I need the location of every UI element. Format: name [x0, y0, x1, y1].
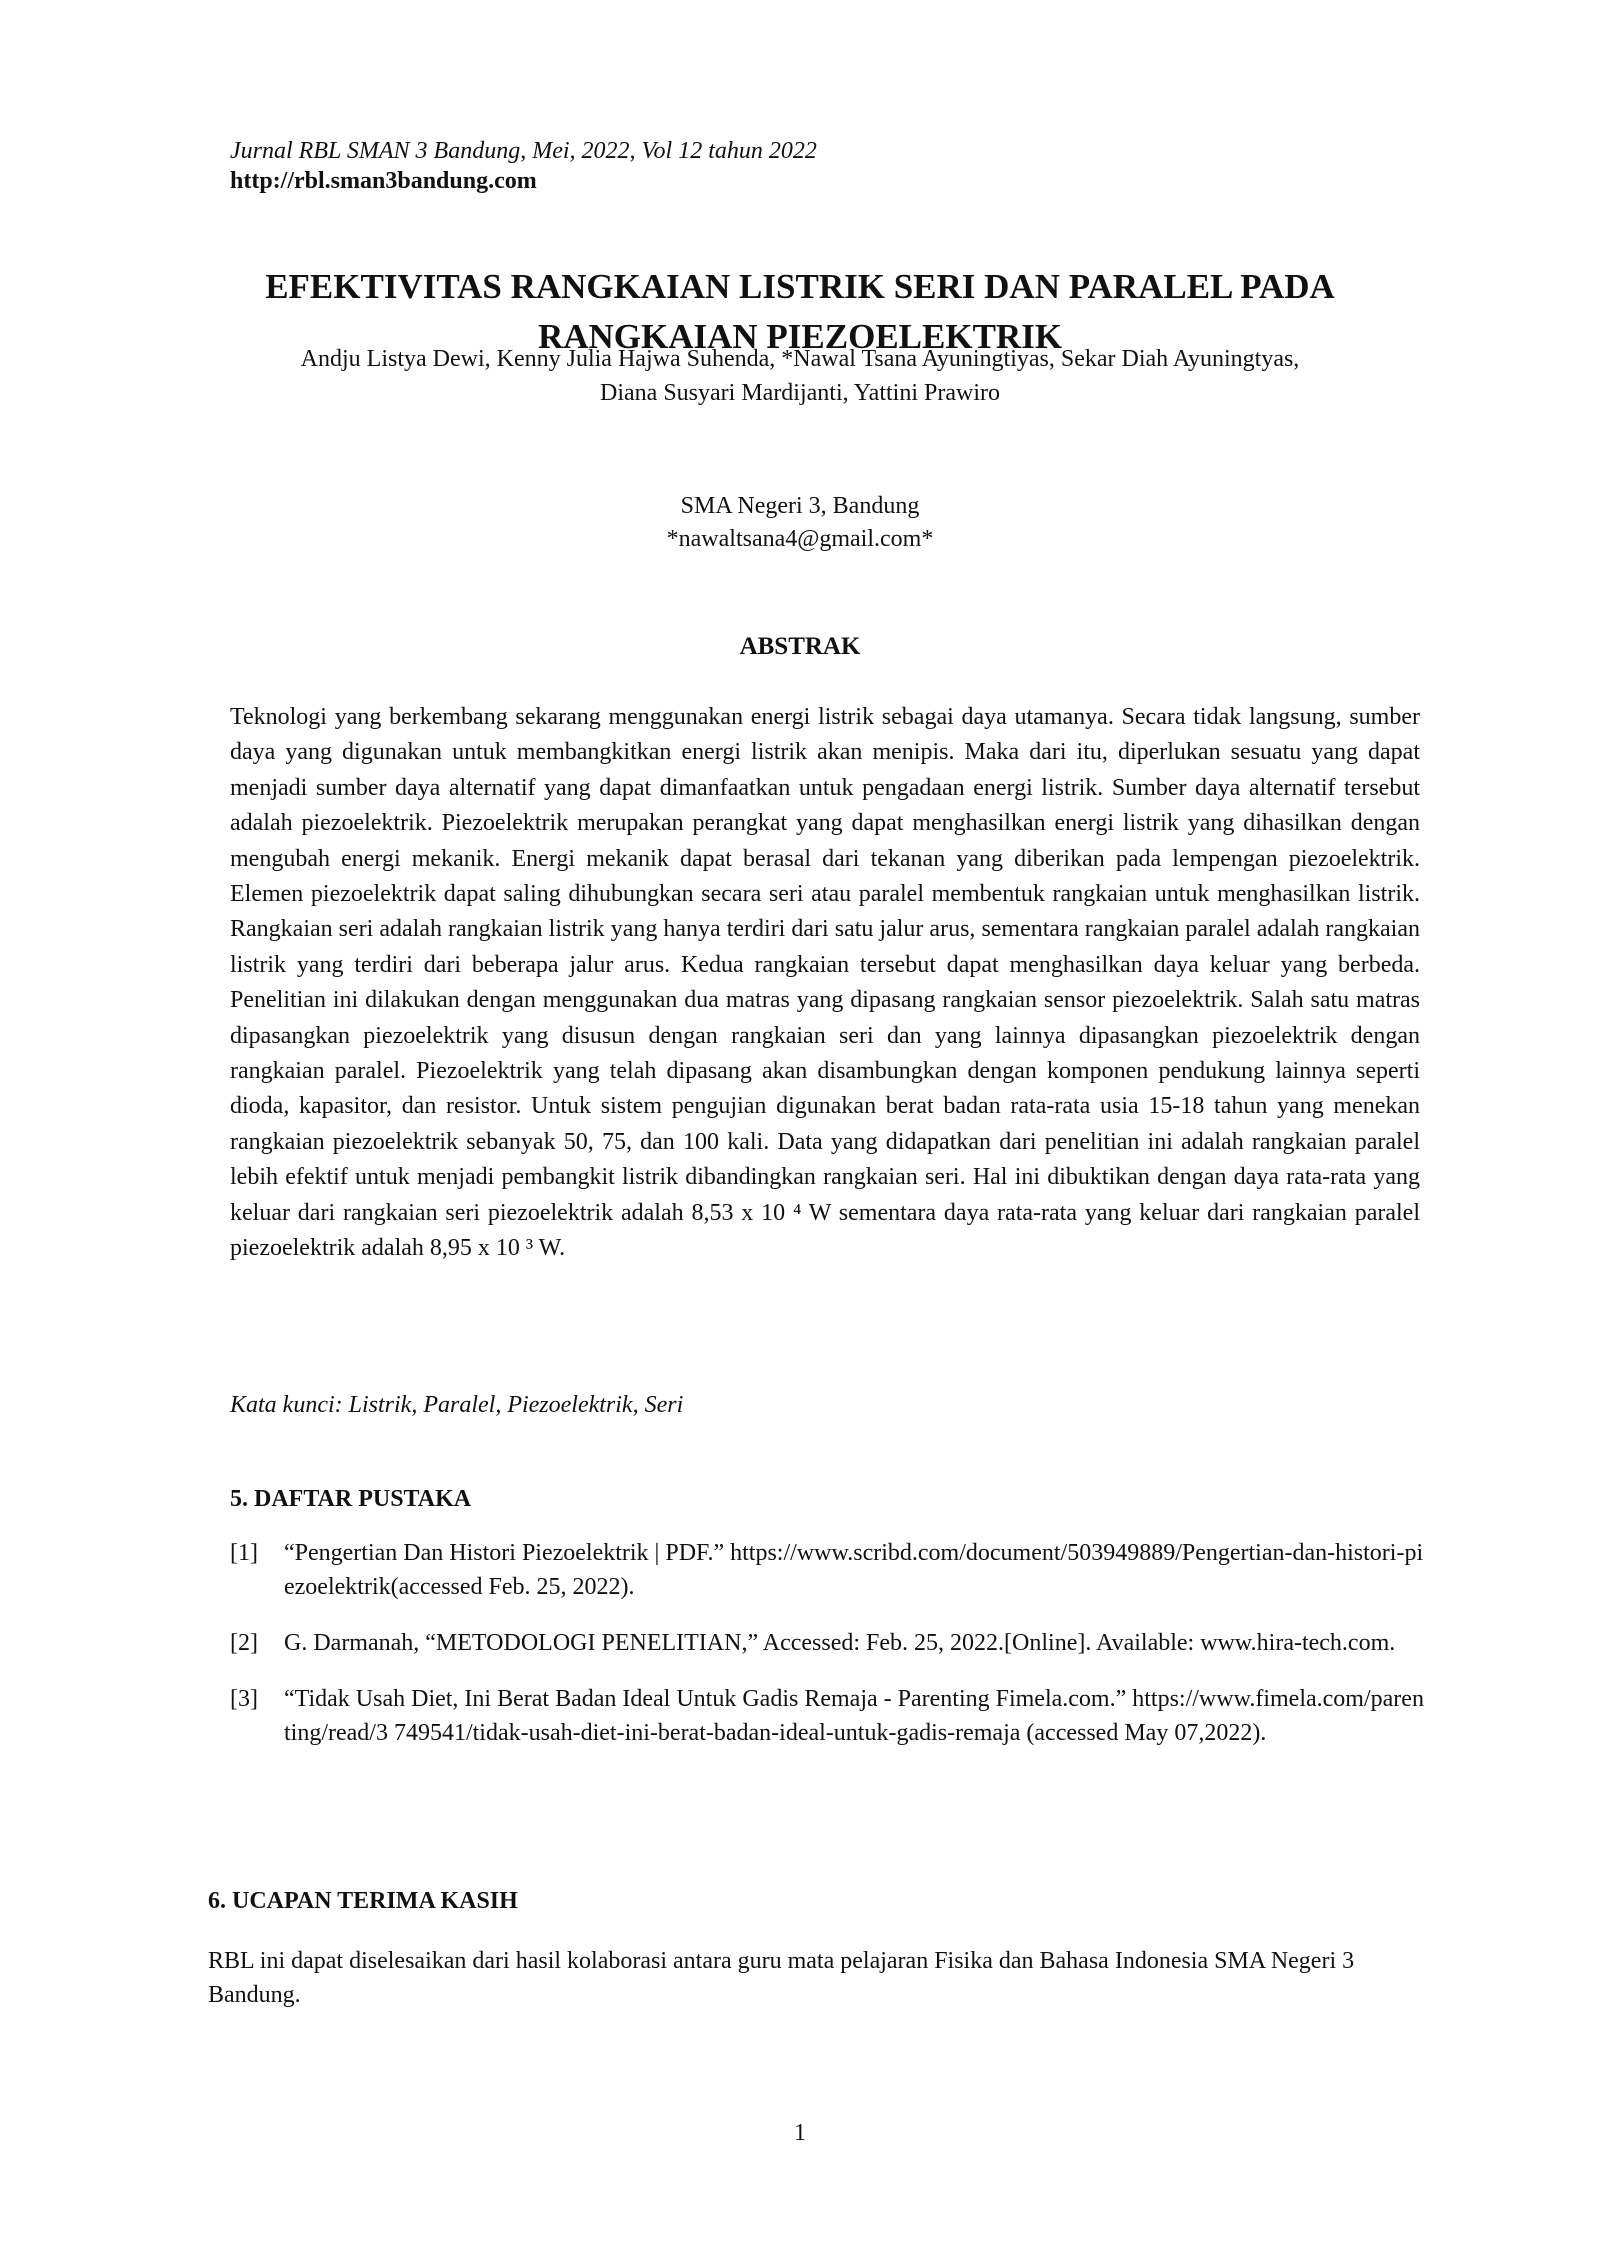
reference-item	[230, 1682, 1430, 1750]
reference-item	[230, 1626, 1430, 1660]
references-list	[230, 1536, 1430, 1772]
title-line-2: RANGKAIAN PIEZOELEKTRIK	[537, 317, 1063, 356]
reference-number: [1]	[230, 1540, 258, 1566]
abstract-heading: ABSTRAK	[739, 633, 861, 660]
affiliation: SMA Negeri 3, Bandung	[680, 493, 920, 519]
authors-line-2: Diana Susyari Mardijanti, Yattini Prawiro	[600, 380, 1000, 406]
reference-text: “Tidak Usah Diet, Ini Berat Badan Ideal Untuk Gadis Remaja - Parenting Fimela.com.” https://www.fimela.com/parenting/read/3 749541/tidak-usah-diet-ini-berat-badan-ideal-untuk-gadis-remaja (accessed May 07,2022).	[284, 1686, 1424, 1746]
acknowledgement-heading: 6. UCAPAN TERIMA KASIH	[208, 1888, 518, 1914]
keywords: Kata kunci: Listrik, Paralel, Piezoelektrik, Seri	[230, 1392, 684, 1418]
affiliation-block	[200, 490, 1400, 556]
reference-text: G. Darmanah, “METODOLOGI PENELITIAN,” Accessed: Feb. 25, 2022.[Online]. Available: www.hira-tech.com.	[284, 1630, 1396, 1656]
journal-header	[230, 136, 817, 196]
page-number: 1	[794, 2120, 806, 2146]
reference-number: [2]	[230, 1630, 258, 1656]
reference-text: “Pengertian Dan Histori Piezoelektrik | PDF.” https://www.scribd.com/document/503949889/Pengertian-dan-histori-piezoelektrik(accessed Feb. 25, 2022).	[284, 1540, 1424, 1600]
corresponding-email[interactable]: *nawaltsana4@gmail.com*	[666, 526, 934, 552]
title-line-1: EFEKTIVITAS RANGKAIAN LISTRIK SERI DAN PARALEL PADA	[265, 267, 1335, 306]
journal-name: Jurnal RBL SMAN 3 Bandung, Mei, 2022, Vol 12 tahun 2022	[230, 138, 817, 164]
authors	[200, 342, 1400, 410]
reference-item	[230, 1536, 1430, 1604]
authors-line-1: Andju Listya Dewi, Kenny Julia Hajwa Suhenda, *Nawal Tsana Ayuningtiyas, Sekar Diah Ayuningtyas,	[300, 346, 1300, 372]
abstract-body: Teknologi yang berkembang sekarang menggunakan energi listrik sebagai daya utamanya. Secara tidak langsung, sumber daya yang digunakan untuk membangkitkan energi listrik akan menipis. Maka dari itu, diperlukan sesuatu yang dapat menjadi sumber daya alternatif yang dapat dimanfaatkan untuk pengadaan energi listrik. Sumber daya alternatif tersebut adalah piezoelektrik. Piezoelektrik merupakan perangkat yang dapat menghasilkan energi listrik yang dihasilkan dengan mengubah energi mekanik. Energi mekanik dapat berasal dari tekanan yang diberikan pada lempengan piezoelektrik. Elemen piezoelektrik dapat saling dihubungkan secara seri atau paralel membentuk rangkaian untuk menghasilkan listrik. Rangkaian seri adalah rangkaian listrik yang hanya terdiri dari satu jalur arus, sementara rangkaian paralel adalah rangkaian listrik yang terdiri dari beberapa jalur arus. Kedua rangkaian tersebut dapat menghasilkan daya keluar yang berbeda. Penelitian ini dilakukan dengan menggunakan dua matras yang dipasang rangkaian sensor piezoelektrik. Salah satu matras dipasangkan piezoelektrik yang disusun dengan rangkaian seri dan yang lainnya dipasangkan piezoelektrik dengan rangkaian paralel. Piezoelektrik yang telah dipasang akan disambungkan dengan komponen pendukung lainnya seperti dioda, kapasitor, dan resistor. Untuk sistem pengujian digunakan berat badan rata-rata usia 15-18 tahun yang menekan rangkaian piezoelektrik sebanyak 50, 75, dan 100 kali. Data yang didapatkan dari penelitian ini adalah rangkaian paralel lebih efektif untuk menjadi pembangkit listrik dibandingkan rangkaian seri. Hal ini dibuktikan dengan daya rata-rata yang keluar dari rangkaian seri piezoelektrik adalah 8,53 x 10 ⁴ W sementara daya rata-rata yang keluar dari rangkaian paralel piezoelektrik adalah 8,95 x 10 ³ W.	[230, 704, 1420, 1262]
journal-url[interactable]: http://rbl.sman3bandung.com	[230, 168, 537, 194]
references-heading: 5. DAFTAR PUSTAKA	[230, 1486, 472, 1512]
reference-number: [3]	[230, 1686, 258, 1712]
acknowledgement-body: RBL ini dapat diselesaikan dari hasil kolaborasi antara guru mata pelajaran Fisika dan Bahasa Indonesia SMA Negeri 3 Bandung.	[208, 1948, 1355, 2008]
